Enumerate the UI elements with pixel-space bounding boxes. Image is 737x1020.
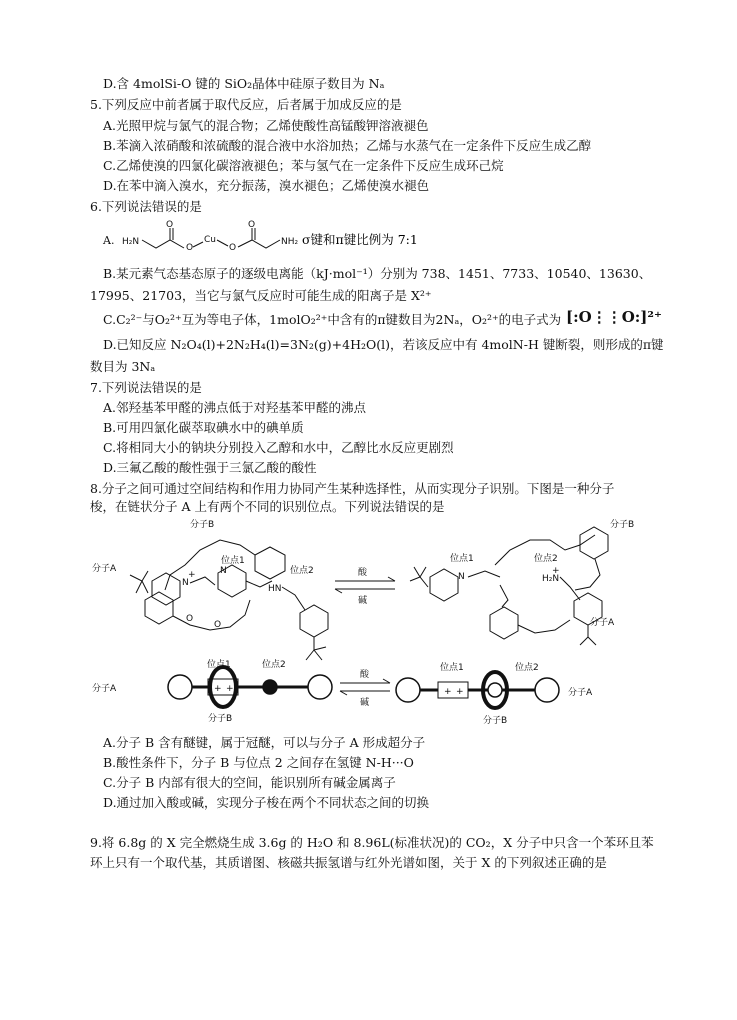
q6-option-b-2: 17995、21703，当它与氯气反应时可能生成的阳离子是 X²⁺ [90,288,432,303]
q7-option-b: B.可用四氯化碳萃取碘水中的碘单质 [103,420,304,435]
q6a-prefix: A. [103,234,115,247]
svg-text:+: + [444,687,452,697]
svg-text:碱: 碱 [360,698,370,708]
q4-option-d: D.含 4molSi-O 键的 SiO₂晶体中硅原子数目为 Nₐ [103,76,385,91]
svg-text:HN: HN [268,584,282,594]
electron-formula: [:O⋮⋮O:]²⁺ [566,308,662,326]
svg-text:分子B: 分子B [610,520,635,530]
equilibrium-arrows-top [335,566,395,606]
q6-option-c: C.C₂²⁻与O₂²⁺互为等电子体，1molO₂²⁺中含有的π键数目为2Nₐ，O₂²⁺的电子式为 [103,312,562,327]
left-structure [92,518,328,660]
schematic-right [396,661,593,726]
molecular-shuttle-diagram [90,515,650,725]
svg-text:位点2: 位点2 [290,566,314,576]
q5-option-c: C.乙烯使溴的四氯化碳溶液褪色；苯与氢气在一定条件下反应生成环己烷 [103,158,504,173]
q7-option-d: D.三氟乙酸的酸性强于三氯乙酸的酸性 [103,460,317,475]
svg-text:H₂N: H₂N [542,574,560,584]
svg-text:O: O [248,220,256,230]
q8-stem-1: 8.分子之间可通过空间结构和作用力协同产生某种选择性，从而实现分子识别。下图是一种分子 [90,481,615,496]
schematic-left [92,658,332,724]
q5-stem: 5.下列反应中前者属于取代反应，后者属于加成反应的是 [90,97,402,112]
svg-text:+: + [188,570,196,580]
q6a-nh2: NH₂ [281,237,299,247]
svg-text:位点2: 位点2 [515,663,539,673]
svg-text:位点2: 位点2 [262,660,286,670]
svg-text:+: + [456,687,464,697]
svg-text:O: O [166,220,174,230]
q8-option-d: D.通过加入酸或碱，实现分子梭在两个不同状态之间的切换 [103,795,430,810]
q6-option-d-2: 数目为 3Nₐ [90,359,156,374]
right-structure [410,518,634,645]
svg-text:O: O [229,243,237,253]
q9-stem-1: 9.将 6.8g 的 X 完全燃烧生成 3.6g 的 H₂O 和 8.96L(标准状况)的 CO₂，X 分子中只含一个苯环且苯 [90,835,654,850]
svg-text:位点1: 位点1 [207,660,231,670]
q6-option-b-1: B.某元素气态基态原子的逐级电离能（kJ·mol⁻¹）分别为 738、1451、7733、10540、13630、 [103,266,652,281]
svg-text:分子A: 分子A [92,684,117,694]
svg-text:O: O [186,243,194,253]
svg-text:分子B: 分子B [190,520,215,530]
svg-text:分子A: 分子A [590,618,615,628]
q8-option-c: C.分子 B 内部有很大的空间，能识别所有碱金属离子 [103,775,396,790]
q6-option-d-1: D.已知反应 N₂O₄(l)+2N₂H₄(l)=3N₂(g)+4H₂O(l)，若该反应中有 4molN-H 键断裂，则形成的π键 [103,337,664,352]
q7-stem: 7.下列说法错误的是 [90,380,202,395]
svg-text:+: + [214,684,222,694]
q6a-ratio: σ键和π键比例为 7:1 [302,232,418,247]
svg-text:分子B: 分子B [483,716,508,726]
svg-text:O: O [214,620,222,630]
svg-text:酸: 酸 [358,568,368,578]
svg-text:分子A: 分子A [92,564,117,574]
q5-option-b: B.苯滴入浓硝酸和浓硫酸的混合液中水浴加热；乙烯与水蒸气在一定条件下反应生成乙醇 [103,138,592,153]
q6-stem: 6.下列说法错误的是 [90,199,202,214]
q7-option-a: A.邻羟基苯甲醛的沸点低于对羟基苯甲醛的沸点 [103,400,367,415]
svg-text:+: + [552,566,560,576]
svg-text:+: + [226,684,234,694]
svg-text:位点1: 位点1 [440,663,464,673]
svg-text:酸: 酸 [360,670,370,680]
q9-stem-2: 环上只有一个取代基，其质谱图、核磁共振氢谱与红外光谱如图，关于 X 的下列叙述正确的是 [90,855,607,870]
equilibrium-arrows-bottom [340,668,390,708]
svg-text:碱: 碱 [358,596,368,606]
q7-option-c: C.将相同大小的钠块分别投入乙醇和水中，乙醇比水反应更剧烈 [103,440,454,455]
svg-text:位点1: 位点1 [221,556,245,566]
q5-option-a: A.光照甲烷与氯气的混合物；乙烯使酸性高锰酸钾溶液褪色 [103,118,429,133]
q8-stem-2: 梭，在链状分子 A 上有两个不同的识别位点。下列说法错误的是 [90,499,445,514]
svg-text:位点1: 位点1 [450,554,474,564]
q8-option-a: A.分子 B 含有醚键，属于冠醚，可以与分子 A 形成超分子 [103,735,426,750]
svg-text:位点2: 位点2 [534,554,558,564]
q6a-h2n: H₂N [122,237,140,247]
glycine-copper-structure [100,220,460,260]
svg-text:N: N [182,578,189,588]
svg-text:分子A: 分子A [568,688,593,698]
q8-option-b: B.酸性条件下，分子 B 与位点 2 之间存在氢键 N-H···O [103,755,414,770]
svg-text:分子B: 分子B [208,714,233,724]
q6a-cu: Cu [204,235,216,245]
svg-text:N: N [220,566,227,576]
svg-text:N: N [458,572,465,582]
q5-option-d: D.在苯中滴入溴水，充分振荡，溴水褪色；乙烯使溴水褪色 [103,178,430,193]
svg-text:O: O [186,614,194,624]
